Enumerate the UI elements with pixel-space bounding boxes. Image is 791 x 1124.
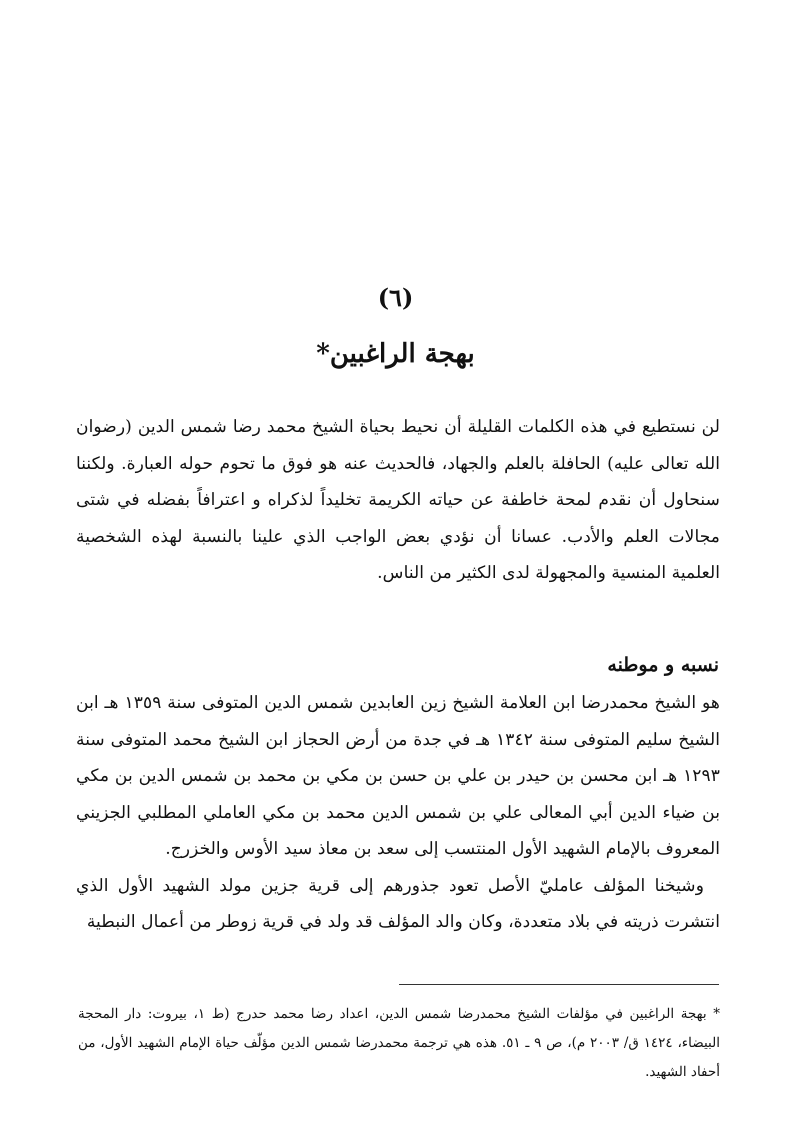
section-body: [76, 685, 720, 941]
origin-paragraph: وشيخنا المؤلف عامليّ الأصل تعود جذورهم إلى قرية جزين مولد الشهيد الأول الذي انتشرت ذريته في بلاد متعددة، وكان والد المؤلف قد ولد في قرية زوطر من أعمال النبطية: [76, 875, 720, 932]
lineage-paragraph: هو الشيخ محمدرضا ابن العلامة الشيخ زين العابدين شمس الدين المتوفى سنة ١٣٥٩ هـ ابن الشيخ سليم المتوفى سنة ١٣٤٢ هـ في جدة من أرض الحجاز ابن الشيخ محمد المتوفى سنة ١٢٩٣ هـ ابن محسن بن حيدر بن علي بن حسن بن مكي بن محمد بن شمس الدين بن مكي بن ضياء الدين أبي المعالى علي بن شمس الدين محمد بن مكي العاملي المطلبي الجزيني المعروف بالإمام الشهيد الأول المنتسب إلى سعد بن معاذ سيد الأوس والخزرج.: [76, 693, 720, 859]
section-heading: نسبه و موطنه: [607, 654, 719, 676]
chapter-title: بهجة الراغبين*: [316, 339, 475, 369]
chapter-number: (٦): [377, 283, 414, 312]
intro-paragraph: لن نستطيع في هذه الكلمات القليلة أن نحيط بحياة الشيخ محمد رضا شمس الدين (رضوان الله تعالى عليه) الحافلة بالعلم والجهاد، فالحديث عنه هو فوق ما تحوم حوله العبارة. ولكننا سنحاول أن نقدم لمحة خاطفة عن حياته الكريمة تخليداً لذكراه و اعترافاً بفضله في شتى مجالات العلم والأدب. عسانا أن نؤدي بعض الواجب الذي علينا بالنسبة لهذه الشخصية العلمية المنسية والمجهولة لدى الكثير من الناس.: [76, 417, 720, 583]
footnote-divider: [399, 984, 719, 985]
footnote: * بهجة الراغبين في مؤلفات الشيخ محمدرضا شمس الدين، اعداد رضا محمد حدرج (ط ١، بيروت: دار المحجة البيضاء، ١٤٢٤ ق/ ٢٠٠٣ م)، ص ٩ ـ ٥١. هذه هي ترجمة محمدرضا شمس الدين مؤلّف حياة الإمام الشهيد الأول، من أحفاد الشهيد.: [78, 1006, 720, 1080]
